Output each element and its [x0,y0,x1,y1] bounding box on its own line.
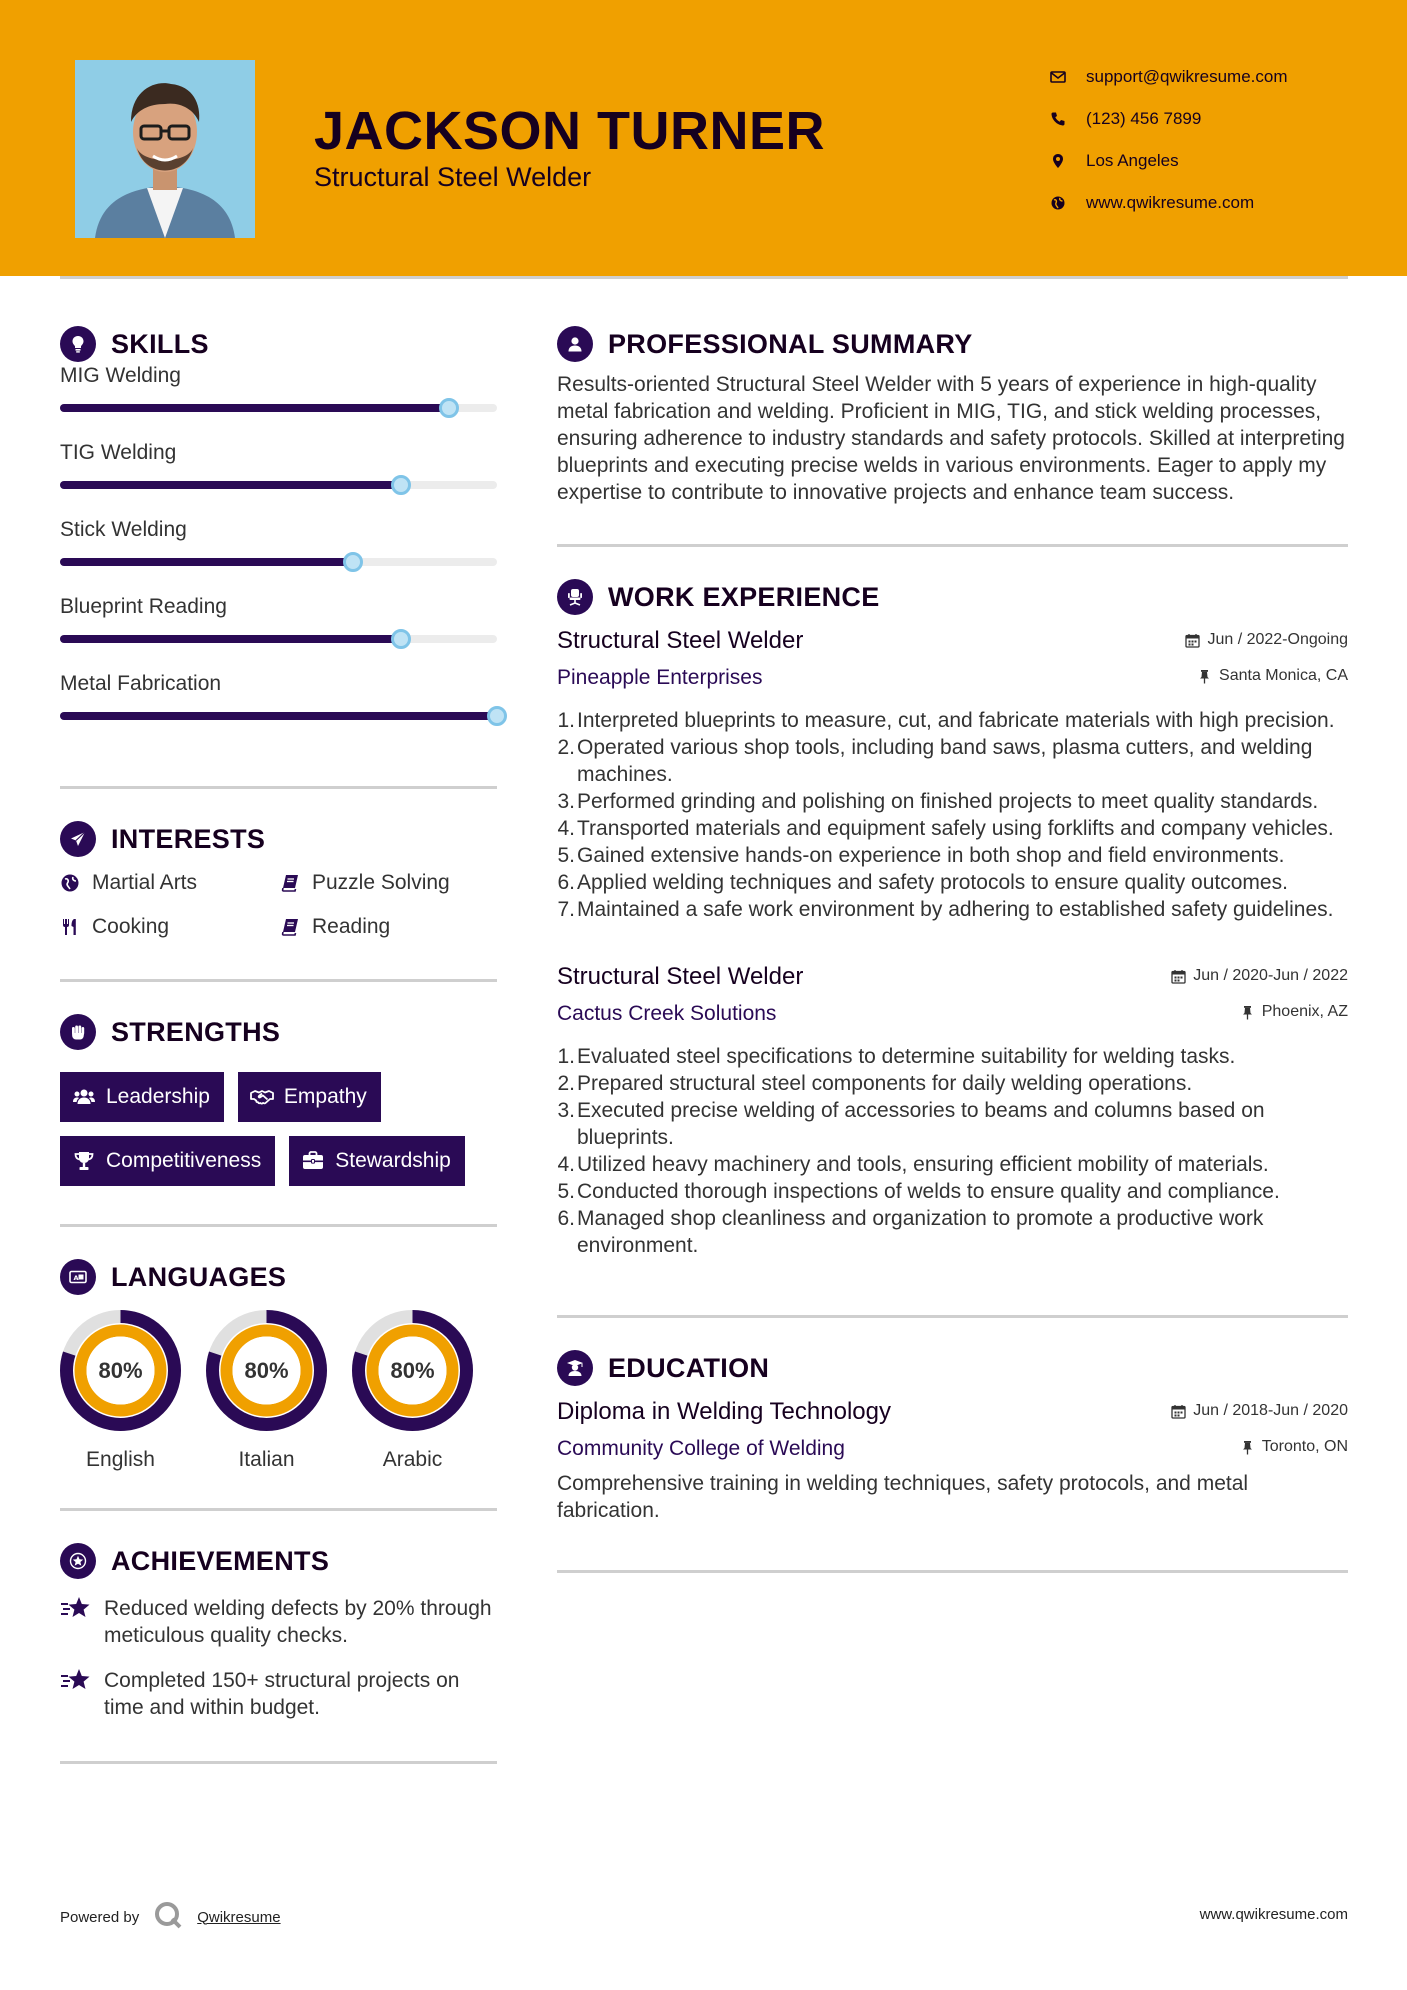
skill-bar-knob [391,475,411,495]
paper-plane-icon [60,821,96,857]
contact-phone[interactable] [1050,98,1288,140]
star-icon [60,1667,92,1695]
strength-chip [289,1136,465,1186]
achievement-text: Completed 150+ structural projects on time and within budget. [104,1669,460,1719]
skill-bar-knob [439,398,459,418]
pushpin-icon [1240,1005,1255,1020]
strength-chip [238,1072,381,1122]
language-item [352,1310,473,1472]
skill-bar [60,558,497,566]
education-location [1240,1438,1348,1456]
profile-photo [75,60,255,238]
handshake-icon [250,1085,274,1109]
skill-bar-fill [60,558,353,566]
job-bullets [557,1043,1348,1259]
header-banner [0,0,1407,276]
language-ring [60,1310,181,1431]
skill-item [60,364,497,441]
contact-website[interactable] [1050,182,1288,224]
fist-icon [60,1014,96,1050]
interest-label: Reading [312,915,391,938]
achievements-heading [60,1541,497,1581]
education-date-text: Jun / 2018-Jun / 2020 [1193,1402,1348,1419]
strengths-heading [60,1012,497,1052]
interest-item [280,869,497,897]
job-company: Cactus Creek Solutions [557,1002,777,1025]
qwikresume-logo-icon [153,1900,183,1934]
skill-name: MIG Welding [60,364,181,387]
education-entry [557,1396,1348,1524]
language-name: Italian [238,1448,295,1471]
job-location-text: Phoenix, AZ [1261,1003,1348,1020]
skills-title: SKILLS [111,328,209,359]
qwikresume-link[interactable]: Qwikresume [197,1908,281,1926]
skill-bar-knob [391,629,411,649]
skill-bar [60,635,497,643]
left-column [60,276,497,1764]
utensils-icon [60,917,80,937]
summary-text: Results-oriented Structural Steel Welder with 5 years of experience in high-quality metal fabrication and welding. Proficient in MIG, TIG, and stick welding processes, ensuring adherence to industry standards and safety protocols. Skilled at interpreting blueprints and executing precise welds in various environments. Eager to apply my expertise to contribute to innovative projects and enhance team success. [557,373,1345,504]
skill-bar [60,404,497,412]
contact-list [1050,56,1288,224]
interest-item [60,913,280,941]
job-location [1240,1003,1348,1021]
achievement-item [60,1667,497,1721]
user-icon [557,326,593,362]
skill-name: TIG Welding [60,441,177,464]
job-entry [557,961,1348,1259]
job-bullet: 2. Operated various shop tools, including band saws, plasma cutters, and welding machines. [557,736,1313,786]
skills-list [60,364,497,749]
footer-url[interactable]: www.qwikresume.com [1199,1906,1348,1923]
job-bullet: 4. Transported materials and equipment safely using forklifts and company vehicles. [557,817,1334,840]
interests-list [60,869,497,941]
interest-label: Puzzle Solving [312,871,450,894]
strength-label: Stewardship [335,1149,451,1172]
achievement-item [60,1595,497,1649]
strength-label: Leadership [106,1085,210,1108]
languages-list [60,1310,497,1472]
star-icon [60,1595,92,1623]
strengths-list [60,1072,497,1186]
job-bullet: 5. Conducted thorough inspections of welds to ensure quality and compliance. [557,1180,1280,1203]
svg-text:A: A [73,1274,79,1282]
job-bullet: 5. Gained extensive hands-on experience in both shop and field environments. [557,844,1285,867]
language-percent: 80% [98,1358,143,1383]
right-column [557,276,1348,1573]
strengths-title: STRENGTHS [111,1016,281,1047]
skill-bar-knob [343,552,363,572]
job-location-text: Santa Monica, CA [1219,667,1348,684]
envelope-icon [1050,69,1066,85]
job-company: Pineapple Enterprises [557,666,763,689]
skill-bar [60,481,497,489]
skill-item [60,595,497,672]
candidate-name: JACKSON TURNER [314,101,826,161]
language-ring [352,1310,473,1431]
lightbulb-icon [60,326,96,362]
skill-name: Blueprint Reading [60,595,227,618]
contact-location-text: Los Angeles [1086,151,1179,170]
job-bullet: 7. Maintained a safe work environment by adhering to established safety guidelines. [557,898,1334,921]
summary-title: PROFESSIONAL SUMMARY [608,328,973,359]
skill-bar-fill [60,481,401,489]
education-location-text: Toronto, ON [1261,1438,1348,1455]
calendar-icon [1171,1404,1186,1419]
section-divider [557,1570,1348,1573]
experience-title: WORK EXPERIENCE [608,581,880,612]
skills-heading [60,324,497,364]
job-bullet: 3. Performed grinding and polishing on finished projects to meet quality standards. [557,790,1319,813]
languages-heading [60,1257,497,1297]
job-date-text: Jun / 2020-Jun / 2022 [1193,967,1348,984]
job-bullet: 1. Evaluated steel specifications to determine suitability for welding tasks. [557,1045,1236,1068]
education-description: Comprehensive training in welding techniques, safety protocols, and metal fabrication. [557,1472,1249,1522]
users-icon [72,1085,96,1109]
interests-heading [60,819,497,859]
language-percent: 80% [390,1358,435,1383]
job-bullet: 6. Applied welding techniques and safety protocols to ensure quality outcomes. [557,871,1288,894]
experience-heading [557,577,1348,617]
interest-item [60,869,280,897]
calendar-icon [1185,633,1200,648]
education-degree: Diploma in Welding Technology [557,1398,891,1425]
strength-chip [60,1072,224,1122]
trophy-icon [72,1149,96,1173]
phone-icon [1050,111,1066,127]
education-school: Community College of Welding [557,1437,845,1460]
language-name: Arabic [382,1448,443,1471]
office-chair-icon [557,579,593,615]
interest-label: Martial Arts [92,871,198,894]
contact-phone-text: (123) 456 7899 [1086,109,1202,128]
graduate-icon [557,1350,593,1386]
skill-bar-fill [60,635,401,643]
skill-item [60,441,497,518]
job-date-text: Jun / 2022-Ongoing [1207,631,1348,648]
skill-bar [60,712,497,720]
job-bullet: 1. Interpreted blueprints to measure, cut, and fabricate materials with high precision. [557,709,1335,732]
pushpin-icon [1197,669,1212,684]
language-icon [60,1259,96,1295]
achievement-text: Reduced welding defects by 20% through meticulous quality checks. [104,1597,492,1647]
calendar-icon [1171,969,1186,984]
star-badge-icon [60,1543,96,1579]
candidate-role: Structural Steel Welder [314,162,592,192]
summary-heading [557,324,1348,364]
languages-title: LANGUAGES [111,1261,287,1292]
interest-label: Cooking [92,915,170,938]
job-entry [557,625,1348,923]
briefcase-icon [301,1149,325,1173]
map-pin-icon [1050,153,1066,169]
job-bullet: 3. Executed precise welding of accessories to beams and columns based on blueprints. [557,1099,1265,1149]
contact-email[interactable] [1050,56,1288,98]
job-title: Structural Steel Welder [557,963,804,990]
achievements-list [60,1595,497,1721]
strength-label: Empathy [283,1085,367,1108]
skill-item [60,518,497,595]
book-icon [280,917,300,937]
education-date [1171,1402,1348,1420]
skill-name: Stick Welding [60,518,187,541]
language-item [206,1310,327,1472]
skill-bar-fill [60,404,449,412]
powered-by-label: Powered by [60,1908,140,1926]
globe-icon [1050,195,1066,211]
strength-chip [60,1136,275,1186]
job-bullets [557,707,1348,923]
achievements-title: ACHIEVEMENTS [111,1545,330,1576]
job-title: Structural Steel Welder [557,627,804,654]
footer-powered-by [60,1900,281,1934]
strength-label: Competitiveness [106,1149,262,1172]
language-name: English [86,1448,155,1471]
contact-email-text: support@qwikresume.com [1086,67,1288,86]
job-location [1197,667,1348,685]
language-item [60,1310,181,1472]
skill-bar-fill [60,712,497,720]
book-icon [280,873,300,893]
interest-item [280,913,497,941]
job-bullet: 6. Managed shop cleanliness and organization to promote a productive work environment. [557,1207,1264,1257]
contact-website-text: www.qwikresume.com [1086,193,1255,212]
interests-title: INTERESTS [111,823,266,854]
globe-icon [60,873,80,893]
skill-name: Metal Fabrication [60,672,222,695]
section-divider [60,1761,497,1764]
education-heading [557,1348,1348,1388]
job-date [1171,967,1348,985]
job-date [1185,631,1348,649]
skill-item [60,672,497,749]
education-title: EDUCATION [608,1352,770,1383]
pushpin-icon [1240,1440,1255,1455]
language-percent: 80% [244,1358,289,1383]
job-bullet: 2. Prepared structural steel components for daily welding operations. [557,1072,1193,1095]
language-ring [206,1310,327,1431]
skill-bar-knob [487,706,507,726]
contact-location [1050,140,1288,182]
job-bullet: 4. Utilized heavy machinery and tools, ensuring efficient mobility of materials. [557,1153,1269,1176]
